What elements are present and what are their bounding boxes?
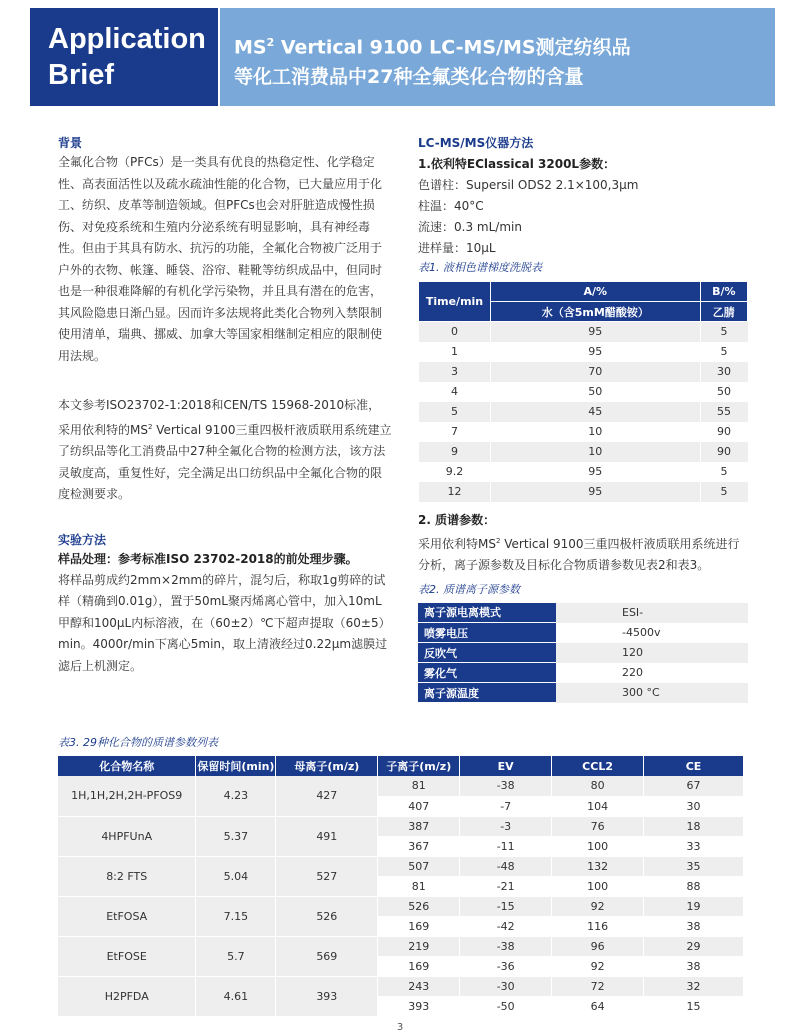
lc-params-heading: 1.依利特EClassical 3200L参数： [418,157,616,171]
retention-time: 5.04 [196,856,276,896]
table-cell: 80 [552,776,644,796]
left-column [58,134,392,677]
ms-text-sup: 2 [495,536,501,545]
header-a: A/% [491,282,701,302]
table-row [58,776,744,796]
parent-ion: 569 [276,936,378,976]
table-cell: 92 [552,956,644,976]
lc-param-line: 进样量：10μL [418,241,496,255]
table-cell: 367 [378,836,460,856]
table-cell: 50 [700,382,747,402]
table-cell: 100 [552,836,644,856]
table-cell: 32 [644,976,744,996]
ion-source-table [418,603,748,704]
table-row [418,603,748,623]
table2-caption: 表2. 质谱离子源参数 [418,582,520,596]
table-cell: 4 [419,382,491,402]
table-cell: 72 [552,976,644,996]
sample-processing-heading: 样品处理：参考标准ISO 23702-2018的前处理步骤。 [58,551,358,566]
table-cell: 50 [491,382,701,402]
column-header: 子离子(m/z) [378,756,460,776]
table-cell: 95 [491,322,701,342]
ms-params-table-header [58,756,744,776]
compound-name: 8:2 FTS [58,856,196,896]
table-cell: 64 [552,996,644,1016]
table-cell: 5 [700,322,747,342]
ms-params-table [58,756,744,1017]
table-cell: -21 [460,876,552,896]
table-cell: 18 [644,816,744,836]
param-name: 喷雾电压 [418,623,556,643]
table-cell: 95 [491,482,701,502]
column-header: EV [460,756,552,776]
column-header: 母离子(m/z) [276,756,378,776]
gradient-table-body [419,322,748,502]
table-cell: 219 [378,936,460,956]
badge-line1: Application [48,23,206,55]
table-row [419,402,748,422]
lcms-title: LC-MS/MS仪器方法 [418,136,534,150]
table-cell: 81 [378,776,460,796]
table-cell: 3 [419,362,491,382]
column-header: CE [644,756,744,776]
table-cell: 30 [700,362,747,382]
table-cell: 96 [552,936,644,956]
column-header: CCL2 [552,756,644,776]
table-cell: 7 [419,422,491,442]
table-cell: 90 [700,442,747,462]
compound-name: EtFOSE [58,936,196,976]
table-cell: 55 [700,402,747,422]
compound-name: 4HPFUnA [58,816,196,856]
para2-sup: 2 [147,422,153,431]
lc-param-line: 流速：0.3 mL/min [418,220,522,234]
ms-text-a: 采用依利特MS [418,536,496,551]
table-cell: 387 [378,816,460,836]
table-cell: 407 [378,796,460,816]
table-cell: 38 [644,956,744,976]
table-cell: 95 [491,342,701,362]
table-cell: 12 [419,482,491,502]
table-cell: 92 [552,896,644,916]
parent-ion: 427 [276,776,378,816]
table-cell: 243 [378,976,460,996]
table-cell: 169 [378,956,460,976]
table-cell: 393 [378,996,460,1016]
table-row [58,816,744,836]
table-cell: -36 [460,956,552,976]
retention-time: 5.37 [196,816,276,856]
title-prefix: MS [234,36,267,59]
sample-processing-text: 将样品剪成约2mm×2mm的碎片，混匀后，称取1g剪碎的试样（精确到0.01g），置于50mL聚丙烯离心管中，加入10mL甲醇和100μL内标溶液，在（60±2）℃下超声提取（60±5）min。4000r/min下离心5min，取上清液经过0.22μm滤膜过滤后上机测定。 [58,572,391,673]
retention-time: 4.23 [196,776,276,816]
lc-param-line: 柱温：40°C [418,199,484,213]
application-brief-badge [30,8,218,106]
retention-time: 4.61 [196,976,276,1016]
param-name: 离子源温度 [418,683,556,703]
para2-text-b: Vertical 9100三重四极杆液质联用系统建立了纺织品等化工消费品中27种全氟化合物的检测方法，该方法灵敏度高，重复性好，完全满足出口纺织品中全氟化合物的限度检测要求。 [58,422,392,501]
table-cell: -48 [460,856,552,876]
table-row [419,362,748,382]
table-cell: -3 [460,816,552,836]
table-cell: -50 [460,996,552,1016]
table-cell: 132 [552,856,644,876]
table-cell: 29 [644,936,744,956]
table-cell: 33 [644,836,744,856]
table-cell: -42 [460,916,552,936]
table-cell: 45 [491,402,701,422]
table-row [419,422,748,442]
badge-line2: Brief [48,59,115,91]
table-cell: -38 [460,936,552,956]
table-cell: 70 [491,362,701,382]
title-line1 [234,30,631,60]
table-cell: 76 [552,816,644,836]
table-row [418,623,748,643]
table-row [419,442,748,462]
table-cell: 35 [644,856,744,876]
table-row [58,936,744,956]
table-cell: 9.2 [419,462,491,482]
table-row [418,683,748,703]
table-cell: -7 [460,796,552,816]
table-row [419,382,748,402]
page-number: 3 [396,1022,404,1033]
table-cell: 38 [644,916,744,936]
title-sup: 2 [266,36,275,49]
title-line2: 等化工消费品中27种全氟类化合物的含量 [234,66,584,88]
background-para2 [58,395,392,506]
table-row [418,643,748,663]
compound-name: EtFOSA [58,896,196,936]
parent-ion: 393 [276,976,378,1016]
param-name: 反吹气 [418,643,556,663]
table-cell: 15 [644,996,744,1016]
table-row [58,976,744,996]
table-cell: 10 [491,422,701,442]
param-value: ESI- [556,603,748,623]
table1-caption: 表1. 液相色谱梯度洗脱表 [418,261,542,274]
gradient-table [418,281,748,502]
compound-name: 1H,1H,2H,2H-PFOS9 [58,776,196,816]
background-para1: 全氟化合物（PFCs）是一类具有优良的热稳定性、化学稳定性、高表面活性以及疏水疏油性能的化合物，已大量应用于化工、纺织、皮革等制造领域。但PFCs也会对肝脏造成慢性损伤、对免疫系统和生殖内分泌系统有明显影响，具有神经毒性。但由于其具有防水、抗污的功能，全氟化合物被广泛用于户外的衣物、帐篷、睡袋、浴帘、鞋靴等纺织成品中，但同时也是一种很难降解的有机化学污染物，并且具有潜在的危害，其风险隐患日渐凸显。因而许多法规将此类化合物列入禁限制使用清单，瑞典、挪威、加拿大等国家相继制定相应的限制使用法规。 [58,155,383,363]
table-cell: 116 [552,916,644,936]
table-cell: -38 [460,776,552,796]
param-value: 120 [556,643,748,663]
para2-text-a: 本文参考ISO23702-1:2018和CEN/TS 15968-2010标准，采用依利特的MS [58,398,381,437]
table-row [419,342,748,362]
table-cell: 9 [419,442,491,462]
right-column [418,134,748,703]
ms-params-heading: 2. 质谱参数： [418,512,496,527]
table-cell: 5 [700,342,747,362]
table-row [58,856,744,876]
header-time: Time/min [419,282,491,322]
table-cell: 5 [700,482,747,502]
table-cell: 81 [378,876,460,896]
table-cell: -30 [460,976,552,996]
parent-ion: 527 [276,856,378,896]
table-row [419,482,748,502]
column-header: 保留时间(min) [196,756,276,776]
table-cell: 5 [419,402,491,422]
title-line1-rest: Vertical 9100 LC-MS/MS测定纺织品 [274,36,631,59]
param-value: 300 °C [556,683,748,703]
table-cell: 5 [700,462,747,482]
param-value: 220 [556,663,748,683]
header-a-sub: 水（含5mM醋酸铵） [491,302,701,322]
table-cell: 90 [700,422,747,442]
table-cell: -15 [460,896,552,916]
ion-source-table-body [418,603,748,703]
table-cell: 95 [491,462,701,482]
table-cell: 104 [552,796,644,816]
header-b-sub: 乙腈 [700,302,747,322]
document-title [220,8,775,106]
table-cell: 526 [378,896,460,916]
lc-param-line: 色谱柱：Supersil ODS2 2.1×100,3μm [418,178,639,192]
ms-text-b: Vertical 9100三重四极杆液质联用系统进行分析，离子源参数及目标化合物质谱参数见表2和表3。 [418,536,740,572]
param-name: 雾化气 [418,663,556,683]
param-name: 离子源电离模式 [418,603,556,623]
table-cell: 67 [644,776,744,796]
parent-ion: 491 [276,816,378,856]
table-cell: 0 [419,322,491,342]
table-cell: 507 [378,856,460,876]
retention-time: 5.7 [196,936,276,976]
table-cell: -11 [460,836,552,856]
table-row [58,896,744,916]
table-cell: 1 [419,342,491,362]
ms-params-text [418,531,748,577]
table-cell: 19 [644,896,744,916]
retention-time: 7.15 [196,896,276,936]
table-cell: 169 [378,916,460,936]
table-cell: 30 [644,796,744,816]
table-cell: 10 [491,442,701,462]
param-value: -4500v [556,623,748,643]
parent-ion: 526 [276,896,378,936]
background-title: 背景 [58,136,83,150]
compound-name: H2PFDA [58,976,196,1016]
column-header: 化合物名称 [58,756,196,776]
table3-caption: 表3. 29种化合物的质谱参数列表 [58,736,218,749]
table-row [419,462,748,482]
method-title: 实验方法 [58,532,107,547]
table-cell: 88 [644,876,744,896]
ms-params-table-body [58,776,744,1016]
header-b: B/% [700,282,747,302]
table-row [418,663,748,683]
table-cell: 100 [552,876,644,896]
table-row [419,322,748,342]
table3-section [58,734,744,1017]
